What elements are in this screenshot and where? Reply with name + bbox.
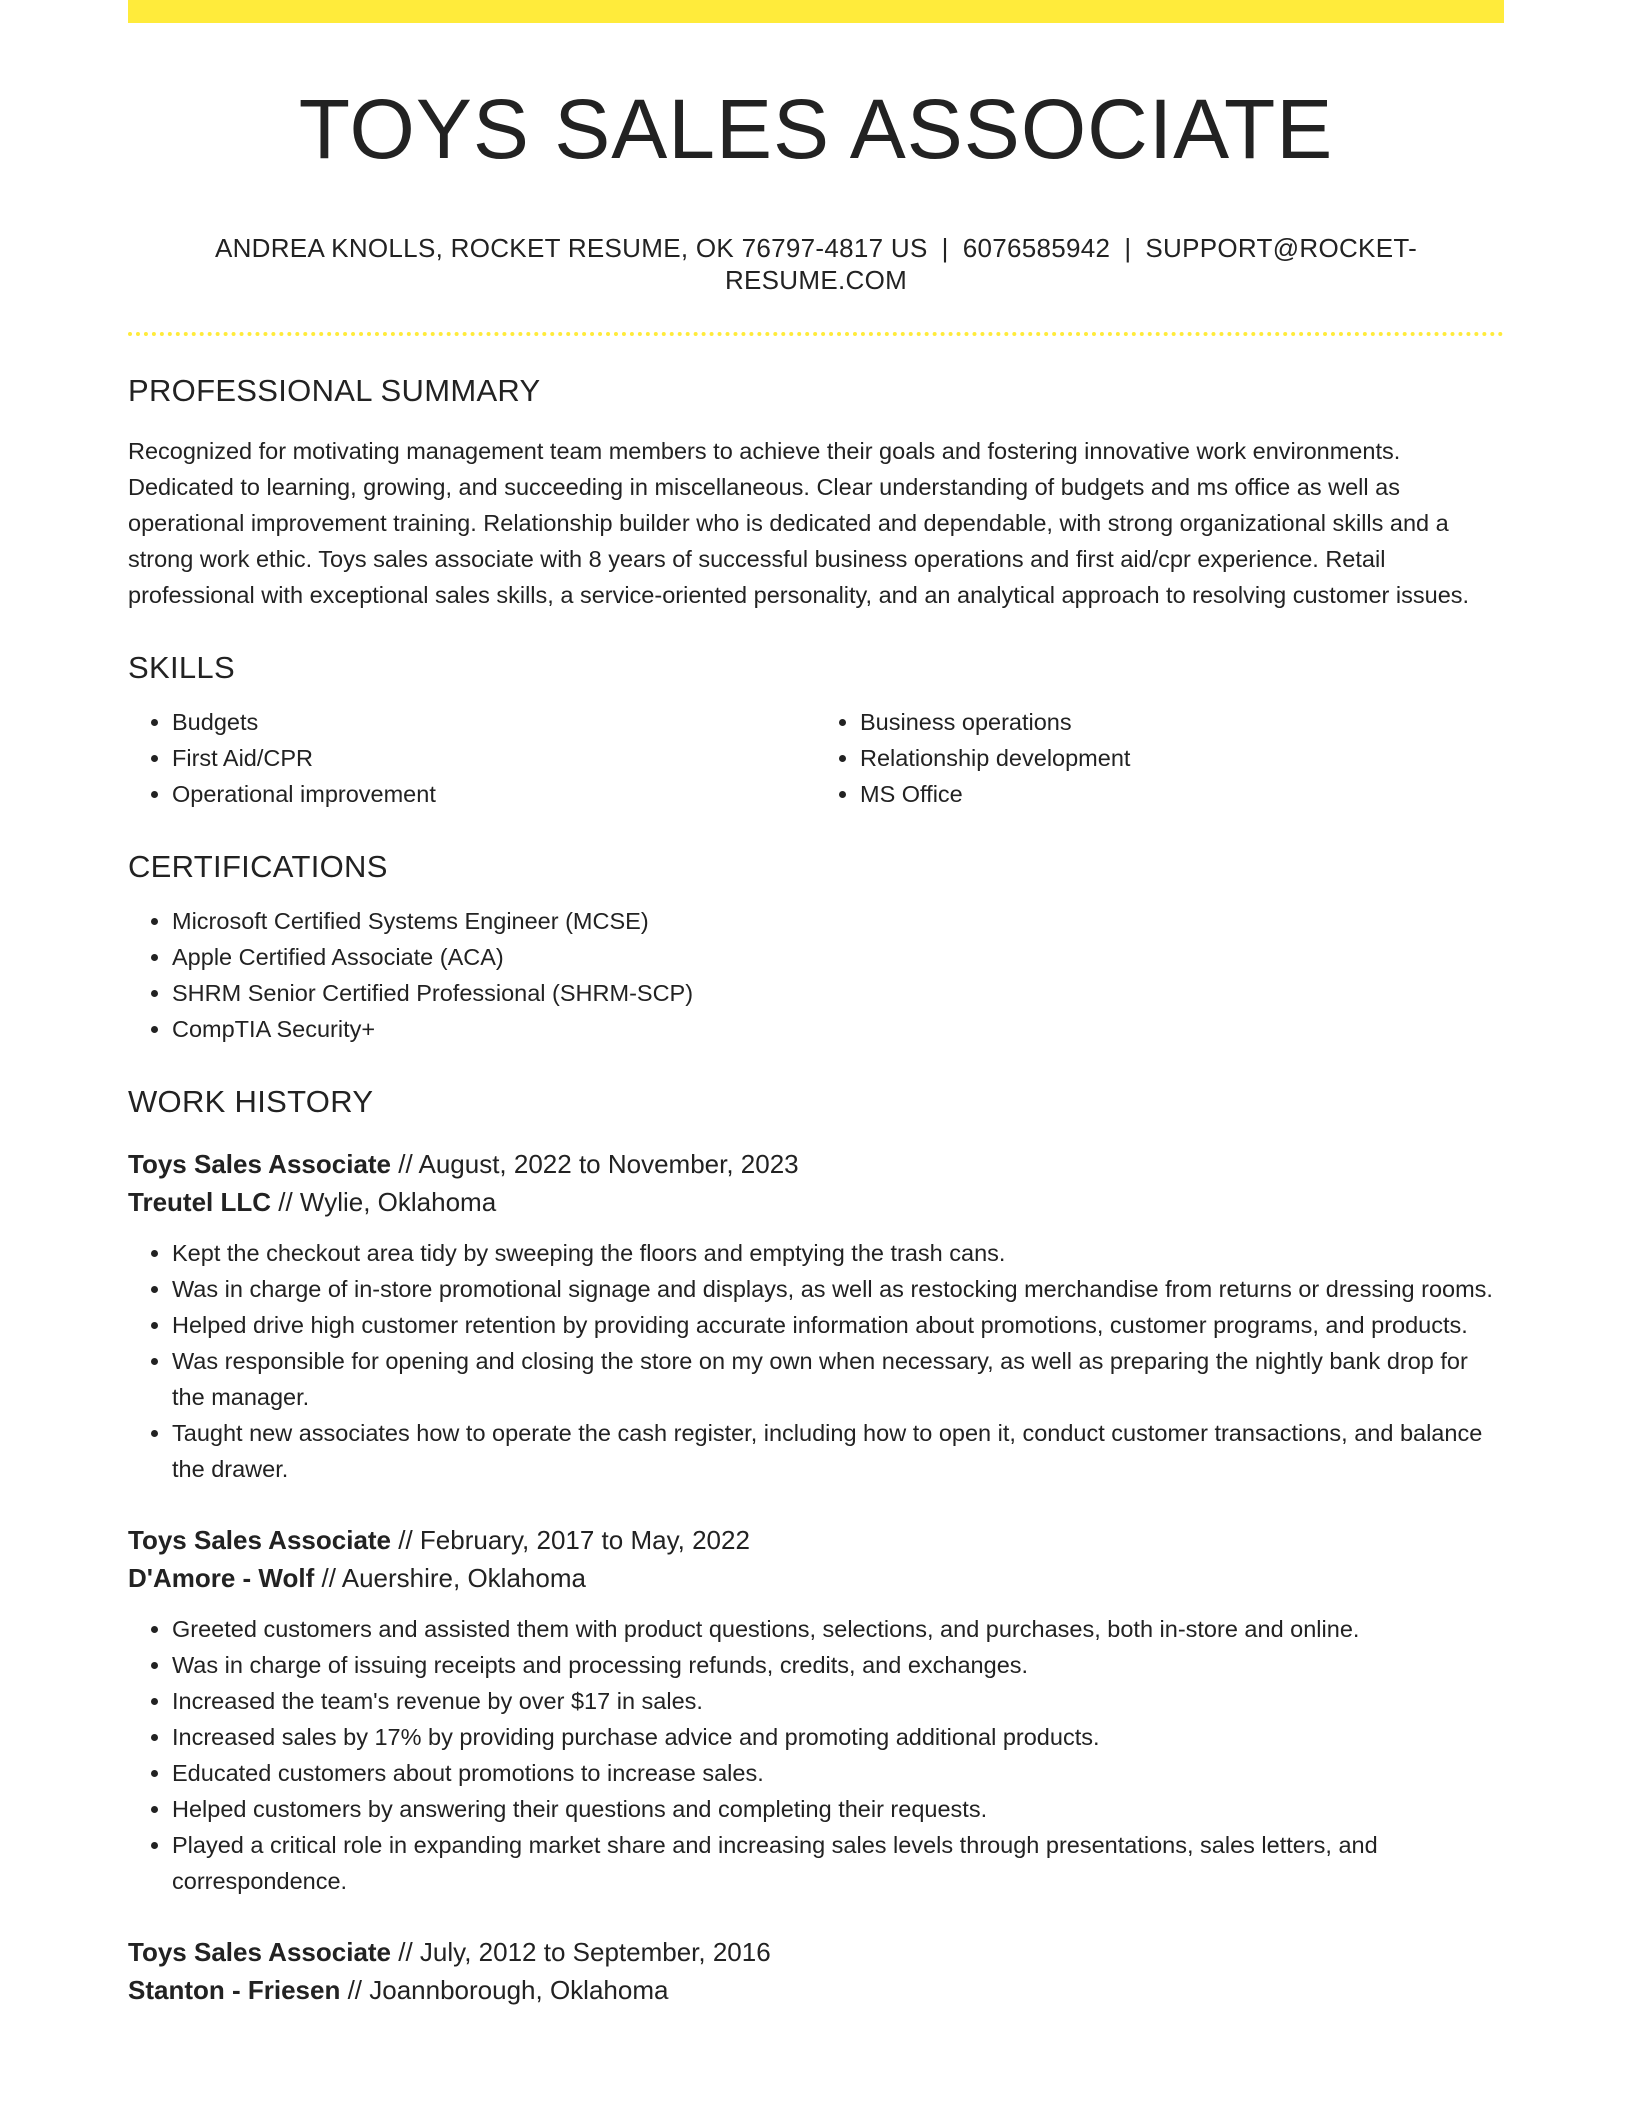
- job-bullet: • Was in charge of in-store promotional signage and displays, as well as restocking merchandise from returns or dressing rooms.: [172, 1271, 1504, 1307]
- job-bullet: • Educated customers about promotions to increase sales.: [172, 1755, 1504, 1791]
- skill-item: • Budgets: [172, 704, 816, 740]
- certifications-heading: CERTIFICATIONS: [128, 849, 388, 885]
- job-bullet: • Taught new associates how to operate the cash register, including how to open it, conduct customer transactions, and balance the drawer.: [172, 1415, 1504, 1487]
- job-bullet: • Increased the team's revenue by over $17 in sales.: [172, 1683, 1504, 1719]
- contact-email: SUPPORT@ROCKET-RESUME.COM: [724, 233, 1418, 295]
- job-entry: [128, 1521, 1504, 1899]
- job-bullet: • Was responsible for opening and closing the store on my own when necessary, as well as preparing the nightly bank drop for the manager.: [172, 1343, 1504, 1415]
- job-location: // Auershire, Oklahoma: [314, 1562, 586, 1593]
- skill-item: • Relationship development: [860, 740, 1504, 776]
- contact-separator: |: [941, 233, 949, 264]
- job-bullet: • Was in charge of issuing receipts and processing refunds, credits, and exchanges.: [172, 1647, 1504, 1683]
- job-bullet: • Played a critical role in expanding market share and increasing sales levels through presentations, sales letters, and correspondence.: [172, 1827, 1504, 1899]
- resume-page: [128, 0, 1504, 2009]
- skill-item: • Operational improvement: [172, 776, 816, 812]
- job-company: Stanton - Friesen: [128, 1974, 341, 2005]
- summary-heading: PROFESSIONAL SUMMARY: [128, 372, 541, 408]
- job-bullets: [128, 1611, 1504, 1899]
- job-title: Toys Sales Associate: [128, 1524, 392, 1555]
- job-title-line: [128, 1521, 1504, 1559]
- job-title-line: [128, 1933, 1504, 1971]
- job-company-line: [128, 1971, 1504, 2009]
- job-bullet: • Helped drive high customer retention by providing accurate information about promotions, customer programs, and products.: [172, 1307, 1504, 1343]
- summary-text: Recognized for motivating management team members to achieve their goals and fostering innovative work environments. Dedicated to learning, growing, and succeeding in miscellaneous. Clear understanding of budgets and ms office as well as operational improvement training. Relationship builder who is dedicated and dependable, with strong organizational skills and a strong work ethic. Toys sales associate with 8 years of successful business operations and first aid/cpr experience. Retail professional with exceptional sales skills, a service-oriented personality, and an analytical approach to resolving customer issues.: [128, 437, 1470, 608]
- contact-separator: |: [1124, 233, 1132, 264]
- contact-line: [128, 233, 1504, 295]
- skills-heading: SKILLS: [128, 649, 235, 685]
- job-bullet: • Increased sales by 17% by providing purchase advice and promoting additional products.: [172, 1719, 1504, 1755]
- resume-title: TOYS SALES ASSOCIATE: [298, 82, 1334, 176]
- work-history-heading: WORK HISTORY: [128, 1084, 374, 1120]
- skills-list-right: [816, 704, 1504, 812]
- job-location: // Joannborough, Oklahoma: [340, 1974, 669, 2005]
- contact-phone: 6076585942: [962, 233, 1111, 264]
- skills-grid: [128, 704, 1504, 812]
- job-dates: // July, 2012 to September, 2016: [391, 1936, 771, 1967]
- skill-item: • First Aid/CPR: [172, 740, 816, 776]
- job-title: Toys Sales Associate: [128, 1148, 392, 1179]
- job-bullets: [128, 1235, 1504, 1487]
- certifications-list: [128, 903, 1504, 1047]
- job-entry: [128, 1933, 1504, 2009]
- contact-address: ANDREA KNOLLS, ROCKET RESUME, OK 76797-4817 US: [214, 233, 928, 264]
- job-company: Treutel LLC: [128, 1186, 272, 1217]
- job-company-line: [128, 1183, 1504, 1221]
- job-bullet: • Helped customers by answering their questions and completing their requests.: [172, 1791, 1504, 1827]
- skill-item: • Business operations: [860, 704, 1504, 740]
- job-title-line: [128, 1145, 1504, 1183]
- accent-top-bar: [128, 0, 1504, 23]
- job-location: // Wylie, Oklahoma: [271, 1186, 497, 1217]
- job-bullet: • Greeted customers and assisted them with product questions, selections, and purchases, both in-store and online.: [172, 1611, 1504, 1647]
- job-entry: [128, 1145, 1504, 1487]
- job-company-line: [128, 1559, 1504, 1597]
- dotted-divider: [128, 332, 1504, 336]
- job-dates: // August, 2022 to November, 2023: [391, 1148, 799, 1179]
- job-title: Toys Sales Associate: [128, 1936, 392, 1967]
- skill-item: • MS Office: [860, 776, 1504, 812]
- certification-item: • Microsoft Certified Systems Engineer (MCSE): [172, 903, 1504, 939]
- job-bullet: • Kept the checkout area tidy by sweeping the floors and emptying the trash cans.: [172, 1235, 1504, 1271]
- certification-item: • SHRM Senior Certified Professional (SHRM-SCP): [172, 975, 1504, 1011]
- job-dates: // February, 2017 to May, 2022: [391, 1524, 750, 1555]
- certification-item: • Apple Certified Associate (ACA): [172, 939, 1504, 975]
- skills-list-left: [128, 704, 816, 812]
- job-company: D'Amore - Wolf: [128, 1562, 315, 1593]
- certification-item: • CompTIA Security+: [172, 1011, 1504, 1047]
